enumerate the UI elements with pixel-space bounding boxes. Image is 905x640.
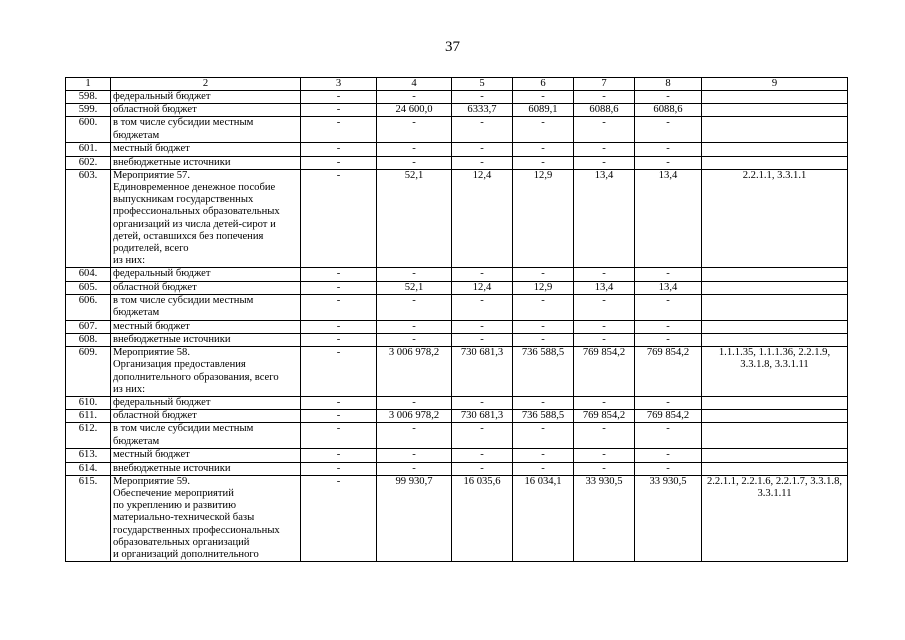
table-row xyxy=(66,449,848,462)
col7-cell: - xyxy=(574,449,635,462)
col4-total-cell: 52,1 xyxy=(377,281,452,294)
col7-cell: - xyxy=(574,91,635,104)
page-number: 37 xyxy=(445,39,460,55)
col6-cell: 736 588,5 xyxy=(513,410,574,423)
col3-cell: - xyxy=(301,281,377,294)
col4-total-cell: - xyxy=(377,334,452,347)
col6-cell: - xyxy=(513,334,574,347)
row-number-cell: 598. xyxy=(66,91,111,104)
col9-indicator-cell xyxy=(702,449,848,462)
col6-cell: - xyxy=(513,449,574,462)
col5-cell: - xyxy=(452,91,513,104)
col7-cell: - xyxy=(574,294,635,320)
col3-cell: - xyxy=(301,320,377,333)
table-row xyxy=(66,117,848,143)
col3-cell: - xyxy=(301,91,377,104)
col7-cell: - xyxy=(574,397,635,410)
col7-cell: 33 930,5 xyxy=(574,475,635,561)
col6-cell: - xyxy=(513,294,574,320)
col5-cell: 12,4 xyxy=(452,281,513,294)
row-number-cell: 609. xyxy=(66,347,111,397)
col8-cell: - xyxy=(635,268,702,281)
col4-total-cell: - xyxy=(377,423,452,449)
col9-indicator-cell: 2.2.1.1, 2.2.1.6, 2.2.1.7, 3.3.1.8, 3.3.1.11 xyxy=(702,475,848,561)
col8-cell: - xyxy=(635,143,702,156)
row-number-cell: 603. xyxy=(66,169,111,268)
col4-total-cell: - xyxy=(377,268,452,281)
col6-cell: - xyxy=(513,320,574,333)
col5-cell: - xyxy=(452,156,513,169)
col4-total-cell: 24 600,0 xyxy=(377,104,452,117)
item-name-cell: в том числе субсидии местным бюджетам xyxy=(111,294,301,320)
item-name-cell: федеральный бюджет xyxy=(111,397,301,410)
col9-indicator-cell xyxy=(702,281,848,294)
col5-cell: 730 681,3 xyxy=(452,347,513,397)
table-row xyxy=(66,410,848,423)
col3-cell: - xyxy=(301,294,377,320)
row-number-cell: 611. xyxy=(66,410,111,423)
item-name-cell: Мероприятие 57. Единовременное денежное пособие выпускникам государственных профессиональных образовательных организаций из числа детей-сирот и детей, оставшихся без попечения родителей, всего из них: xyxy=(111,169,301,268)
col4-total-cell: - xyxy=(377,397,452,410)
col4-total-cell: - xyxy=(377,449,452,462)
col7-cell: - xyxy=(574,334,635,347)
header-cell: 5 xyxy=(452,78,513,91)
table-row xyxy=(66,347,848,397)
header-cell: 3 xyxy=(301,78,377,91)
table-row xyxy=(66,462,848,475)
col6-cell: 12,9 xyxy=(513,281,574,294)
row-number-cell: 607. xyxy=(66,320,111,333)
col8-cell: 13,4 xyxy=(635,169,702,268)
item-name-cell: местный бюджет xyxy=(111,449,301,462)
col5-cell: - xyxy=(452,294,513,320)
col4-total-cell: - xyxy=(377,156,452,169)
col7-cell: 6088,6 xyxy=(574,104,635,117)
col8-cell: 769 854,2 xyxy=(635,410,702,423)
col6-cell: - xyxy=(513,156,574,169)
item-name-cell: внебюджетные источники xyxy=(111,334,301,347)
col9-indicator-cell xyxy=(702,334,848,347)
col6-cell: 6089,1 xyxy=(513,104,574,117)
col5-cell: - xyxy=(452,117,513,143)
header-cell: 9 xyxy=(702,78,848,91)
col7-cell: 769 854,2 xyxy=(574,410,635,423)
col7-cell: 13,4 xyxy=(574,281,635,294)
col9-indicator-cell xyxy=(702,268,848,281)
col8-cell: 6088,6 xyxy=(635,104,702,117)
row-number-cell: 610. xyxy=(66,397,111,410)
col3-cell: - xyxy=(301,156,377,169)
col9-indicator-cell xyxy=(702,397,848,410)
col3-cell: - xyxy=(301,268,377,281)
col6-cell: - xyxy=(513,91,574,104)
header-cell: 2 xyxy=(111,78,301,91)
table-row xyxy=(66,169,848,268)
col9-indicator-cell xyxy=(702,294,848,320)
table-row xyxy=(66,397,848,410)
col7-cell: - xyxy=(574,268,635,281)
col3-cell: - xyxy=(301,449,377,462)
col4-total-cell: - xyxy=(377,143,452,156)
header-cell: 8 xyxy=(635,78,702,91)
col6-cell: - xyxy=(513,117,574,143)
table-row xyxy=(66,91,848,104)
col6-cell: - xyxy=(513,397,574,410)
col6-cell: - xyxy=(513,462,574,475)
header-cell: 1 xyxy=(66,78,111,91)
col3-cell: - xyxy=(301,397,377,410)
table-row xyxy=(66,423,848,449)
row-number-cell: 605. xyxy=(66,281,111,294)
col9-indicator-cell: 1.1.1.35, 1.1.1.36, 2.2.1.9, 3.3.1.8, 3.3.1.11 xyxy=(702,347,848,397)
col3-cell: - xyxy=(301,462,377,475)
table-row xyxy=(66,475,848,561)
row-number-cell: 604. xyxy=(66,268,111,281)
item-name-cell: областной бюджет xyxy=(111,410,301,423)
row-number-cell: 614. xyxy=(66,462,111,475)
col8-cell: 33 930,5 xyxy=(635,475,702,561)
col7-cell: - xyxy=(574,320,635,333)
header-cell: 6 xyxy=(513,78,574,91)
table-row xyxy=(66,320,848,333)
col8-cell: - xyxy=(635,397,702,410)
col3-cell: - xyxy=(301,475,377,561)
item-name-cell: областной бюджет xyxy=(111,104,301,117)
col6-cell: - xyxy=(513,423,574,449)
table-row xyxy=(66,334,848,347)
row-number-cell: 601. xyxy=(66,143,111,156)
col4-total-cell: - xyxy=(377,91,452,104)
col3-cell: - xyxy=(301,347,377,397)
col5-cell: - xyxy=(452,268,513,281)
col9-indicator-cell xyxy=(702,320,848,333)
col9-indicator-cell xyxy=(702,462,848,475)
col6-cell: 16 034,1 xyxy=(513,475,574,561)
item-name-cell: областной бюджет xyxy=(111,281,301,294)
row-number-cell: 613. xyxy=(66,449,111,462)
col3-cell: - xyxy=(301,117,377,143)
col8-cell: - xyxy=(635,91,702,104)
budget-table xyxy=(65,77,848,562)
item-name-cell: федеральный бюджет xyxy=(111,268,301,281)
col7-cell: 13,4 xyxy=(574,169,635,268)
col3-cell: - xyxy=(301,104,377,117)
col9-indicator-cell xyxy=(702,156,848,169)
col9-indicator-cell xyxy=(702,143,848,156)
col5-cell: - xyxy=(452,397,513,410)
table-row xyxy=(66,294,848,320)
col9-indicator-cell xyxy=(702,117,848,143)
col8-cell: - xyxy=(635,449,702,462)
table-row xyxy=(66,104,848,117)
item-name-cell: внебюджетные источники xyxy=(111,156,301,169)
col5-cell: 12,4 xyxy=(452,169,513,268)
item-name-cell: местный бюджет xyxy=(111,320,301,333)
row-number-cell: 599. xyxy=(66,104,111,117)
col8-cell: 769 854,2 xyxy=(635,347,702,397)
table-row xyxy=(66,156,848,169)
row-number-cell: 608. xyxy=(66,334,111,347)
col9-indicator-cell: 2.2.1.1, 3.3.1.1 xyxy=(702,169,848,268)
col3-cell: - xyxy=(301,143,377,156)
table-row xyxy=(66,268,848,281)
col5-cell: 16 035,6 xyxy=(452,475,513,561)
row-number-cell: 615. xyxy=(66,475,111,561)
item-name-cell: федеральный бюджет xyxy=(111,91,301,104)
item-name-cell: местный бюджет xyxy=(111,143,301,156)
row-number-cell: 606. xyxy=(66,294,111,320)
col9-indicator-cell xyxy=(702,423,848,449)
col8-cell: - xyxy=(635,156,702,169)
table-body xyxy=(66,91,848,562)
col7-cell: - xyxy=(574,117,635,143)
col5-cell: - xyxy=(452,143,513,156)
col3-cell: - xyxy=(301,410,377,423)
col5-cell: - xyxy=(452,334,513,347)
col5-cell: - xyxy=(452,423,513,449)
item-name-cell: Мероприятие 59. Обеспечение мероприятий по укреплению и развитию материально-технической базы государственных профессиональных образовательных организаций и организаций дополнительного xyxy=(111,475,301,561)
col5-cell: - xyxy=(452,449,513,462)
header-cell: 4 xyxy=(377,78,452,91)
col8-cell: 13,4 xyxy=(635,281,702,294)
row-number-cell: 600. xyxy=(66,117,111,143)
header-cell: 7 xyxy=(574,78,635,91)
col9-indicator-cell xyxy=(702,104,848,117)
col3-cell: - xyxy=(301,423,377,449)
col7-cell: - xyxy=(574,423,635,449)
row-number-cell: 602. xyxy=(66,156,111,169)
col8-cell: - xyxy=(635,423,702,449)
col4-total-cell: - xyxy=(377,294,452,320)
col9-indicator-cell xyxy=(702,410,848,423)
item-name-cell: внебюджетные источники xyxy=(111,462,301,475)
col4-total-cell: - xyxy=(377,320,452,333)
item-name-cell: в том числе субсидии местным бюджетам xyxy=(111,117,301,143)
col6-cell: 12,9 xyxy=(513,169,574,268)
col4-total-cell: 99 930,7 xyxy=(377,475,452,561)
col4-total-cell: 3 006 978,2 xyxy=(377,347,452,397)
col8-cell: - xyxy=(635,294,702,320)
col5-cell: 6333,7 xyxy=(452,104,513,117)
col6-cell: 736 588,5 xyxy=(513,347,574,397)
item-name-cell: Мероприятие 58. Организация предоставления дополнительного образования, всего из них: xyxy=(111,347,301,397)
header-row xyxy=(66,78,848,91)
item-name-cell: в том числе субсидии местным бюджетам xyxy=(111,423,301,449)
table-row xyxy=(66,143,848,156)
col8-cell: - xyxy=(635,320,702,333)
col7-cell: - xyxy=(574,462,635,475)
col7-cell: 769 854,2 xyxy=(574,347,635,397)
col4-total-cell: - xyxy=(377,117,452,143)
col3-cell: - xyxy=(301,334,377,347)
col8-cell: - xyxy=(635,462,702,475)
row-number-cell: 612. xyxy=(66,423,111,449)
col4-total-cell: - xyxy=(377,462,452,475)
col6-cell: - xyxy=(513,143,574,156)
col5-cell: - xyxy=(452,462,513,475)
col8-cell: - xyxy=(635,117,702,143)
col4-total-cell: 52,1 xyxy=(377,169,452,268)
col8-cell: - xyxy=(635,334,702,347)
col3-cell: - xyxy=(301,169,377,268)
col7-cell: - xyxy=(574,156,635,169)
col5-cell: 730 681,3 xyxy=(452,410,513,423)
col7-cell: - xyxy=(574,143,635,156)
col4-total-cell: 3 006 978,2 xyxy=(377,410,452,423)
table-row xyxy=(66,281,848,294)
col9-indicator-cell xyxy=(702,91,848,104)
col6-cell: - xyxy=(513,268,574,281)
col5-cell: - xyxy=(452,320,513,333)
